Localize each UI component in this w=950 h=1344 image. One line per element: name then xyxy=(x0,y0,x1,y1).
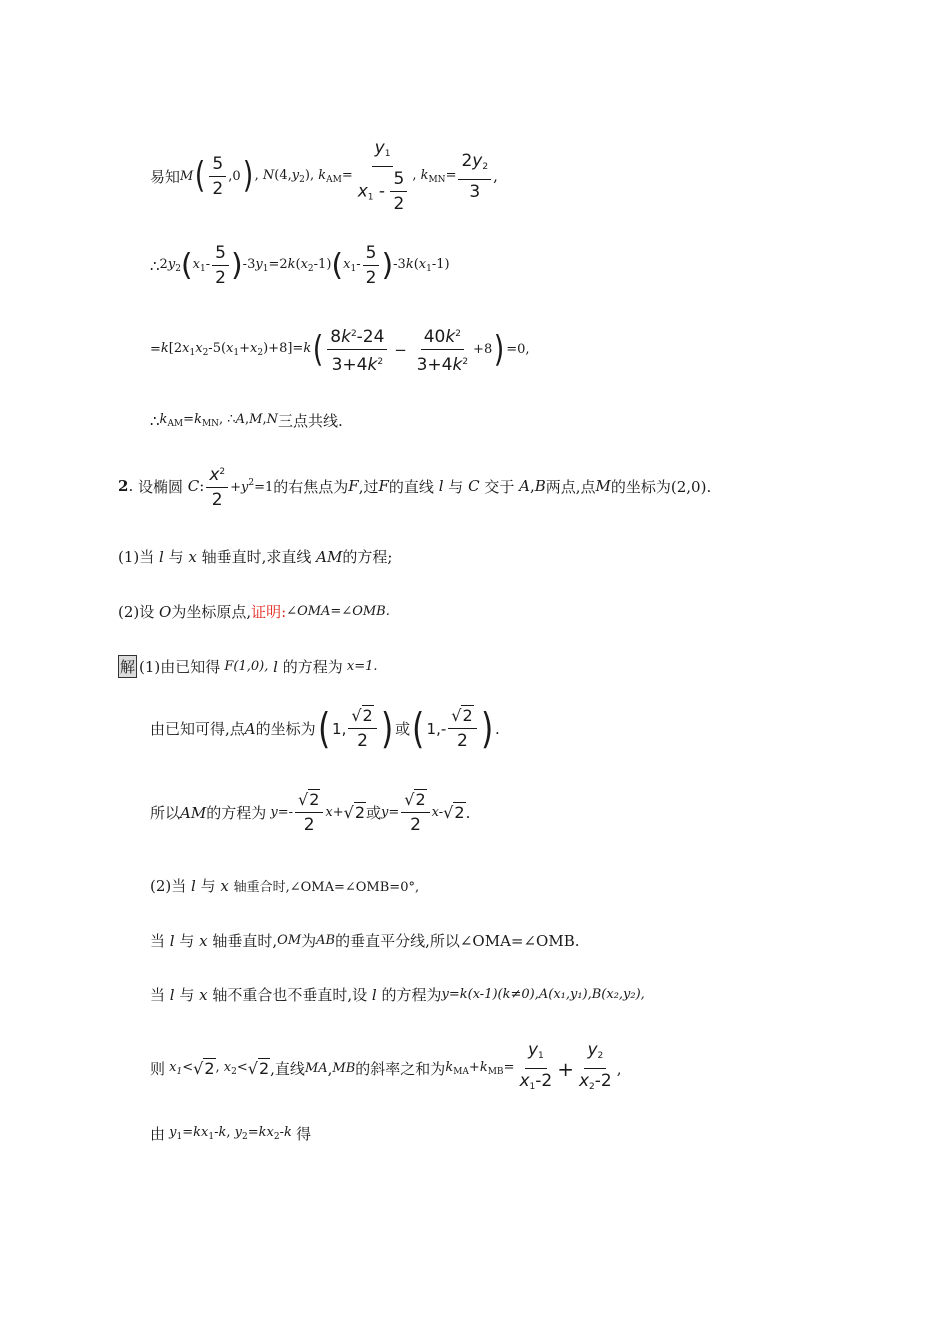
sol1-text-c: 的方程为 xyxy=(282,658,343,676)
s3-text-b: 的方程为 xyxy=(206,804,267,822)
s5-text-c: 轴垂直时, xyxy=(212,932,278,950)
solution-line-3: 所以 AM 的方程为 y=- $\frac{√2}{2}$ x+ √2 或 y= $\frac{√2}{2}$ x- √2 . xyxy=(150,790,471,835)
q2-text-c: ∠OMA=∠OMB. xyxy=(286,604,390,619)
line-4: ∴ $k_{AM}=k_{MN}$, ∴A,M,N 三点共线. xyxy=(150,411,343,430)
question-2: (2)设 O 为坐标原点, 证明: ∠OMA=∠OMB. xyxy=(118,602,390,621)
sol1-point: F(1,0), xyxy=(224,659,269,674)
q2-text-b: 为坐标原点, xyxy=(171,603,252,621)
s3-text-c: 或 xyxy=(366,804,382,822)
q1-text-b: 与 xyxy=(168,548,184,566)
s7-text-b: ,直线 xyxy=(270,1060,305,1078)
equals-sign: = xyxy=(150,342,161,357)
s2-text-b: 的坐标为 xyxy=(255,720,316,738)
s6-text-c: 轴不重合也不垂直时,设 xyxy=(212,986,368,1004)
problem-text-d: 的直线 xyxy=(388,477,434,496)
s6-text-d: 的方程为 xyxy=(381,986,442,1004)
s2-text: 由已知可得,点 xyxy=(150,720,245,738)
solution-line-7: 则 $x_1<$ √2 , $x_2<$ √2 ,直线 MA , MB 的斜率之和为 $k_{MA}+k_{MB}=$ $\frac{y_1}{x_1-2}$ + $\frac{y_2}{x_2-2}$ , xyxy=(150,1040,622,1092)
q2-text: (2)设 xyxy=(118,603,155,621)
s5-text-e: 的垂直平分线,所以∠OMA=∠OMB. xyxy=(335,932,580,950)
problem-text-g: 两点,点 xyxy=(545,477,596,496)
problem-text-e: 与 xyxy=(448,477,464,496)
problem-text-a: 设椭圆 xyxy=(137,477,183,496)
q1-text-d: 的方程; xyxy=(342,548,393,566)
problem-text-f: 交于 xyxy=(484,477,515,496)
s5-text: 当 xyxy=(150,932,166,950)
q1-text-c: 轴垂直时,求直线 xyxy=(201,548,312,566)
text-easy-know: 易知 xyxy=(150,167,181,186)
q1-text: (1)当 xyxy=(118,548,155,566)
s4-text: (2)当 xyxy=(150,877,187,895)
s7-text: 则 xyxy=(150,1060,166,1078)
sol1-text: (1)由已知得 xyxy=(139,658,221,676)
solution-label: 解 xyxy=(118,655,137,678)
solution-line-5: 当 l 与 x 轴垂直时, OM 为 AB 的垂直平分线,所以∠OMA=∠OMB. xyxy=(150,931,580,950)
solution-line-6: 当 l 与 x 轴不重合也不垂直时,设 l 的方程为 y=k(x-1)(k≠0),A(x₁,y₁),B(x₂,y₂), xyxy=(150,985,645,1004)
therefore-symbol: ∴ xyxy=(150,256,160,275)
solution-line-4: (2)当 l 与 x 轴重合时,∠OMA=∠OMB=0°, xyxy=(150,876,420,895)
problem-text-b: 的右焦点为 xyxy=(273,477,349,496)
line-3: = $k[2x_1x_2-5(x_1+x_2)+8]=k$ ( $\frac{8k^2-24}{3+4k^2}$ − $\frac{40k^2}{3+4k^2}$ +8 ) =0, xyxy=(150,324,530,375)
line-1: 易知 M ( $\frac{5}{2}$ ,0 ) , $N(4,y_2)$, $k_{AM}=$ $y_1$ $x_1$ - $\frac{5}{2}$ , $k_{MN}=$ $\frac{2y_2}{3}$ , xyxy=(150,138,498,214)
s6-text: 当 xyxy=(150,986,166,1004)
s5-text-b: 与 xyxy=(179,932,195,950)
problem-2: 2 . 设椭圆 C : $\frac{x^2}{2}$ $+y^2=1$ 的右焦点为 F ,过 F 的直线 l 与 C 交于 A , B 两点,点 M 的坐标为(2,0). xyxy=(118,462,711,510)
s5-text-d: 为 xyxy=(301,932,317,950)
solution-line-8: 由 $y_1=kx_1-k$, $y_2=kx_2-k$ 得 xyxy=(150,1125,312,1143)
problem-text-h: 的坐标为(2,0). xyxy=(610,477,712,496)
s3-text: 所以 xyxy=(150,804,181,822)
problem-number: 2 xyxy=(118,477,129,495)
line-2: ∴ $2y_2$ ( $x_1-$ $\frac{5}{2}$ ) $-3y_1=2k(x_2-1)$ ( $x_1-$ $\frac{5}{2}$ ) $-3k(x_1-1)$ xyxy=(150,243,450,288)
sol1-eq: x=1. xyxy=(346,659,378,674)
prove-label: 证明: xyxy=(251,603,287,621)
s6-text-b: 与 xyxy=(179,986,195,1004)
s4-text-c: 轴重合时,∠OMA=∠OMB=0°, xyxy=(233,880,420,895)
s8-text: 由 xyxy=(150,1125,166,1143)
therefore-symbol-2: ∴ xyxy=(150,411,160,430)
problem-text-c: ,过 xyxy=(358,477,379,496)
s2-text-c: 或 xyxy=(395,720,411,738)
solution-1: 解 (1)由已知得 F(1,0), l 的方程为 x=1. xyxy=(118,655,378,678)
s6-text-e: y=k(x-1)(k≠0),A(x₁,y₁),B(x₂,y₂), xyxy=(441,987,645,1002)
s4-text-b: 与 xyxy=(200,877,216,895)
solution-line-2: 由已知可得,点 A 的坐标为 ( 1, $\frac{√2}{2}$ ) 或 ( 1,- $\frac{√2}{2}$ ) . xyxy=(150,703,500,753)
question-1: (1)当 l 与 x 轴垂直时,求直线 AM 的方程; xyxy=(118,547,393,566)
s7-text-c: 的斜率之和为 xyxy=(355,1060,446,1078)
s8-text-b: 得 xyxy=(296,1125,312,1143)
